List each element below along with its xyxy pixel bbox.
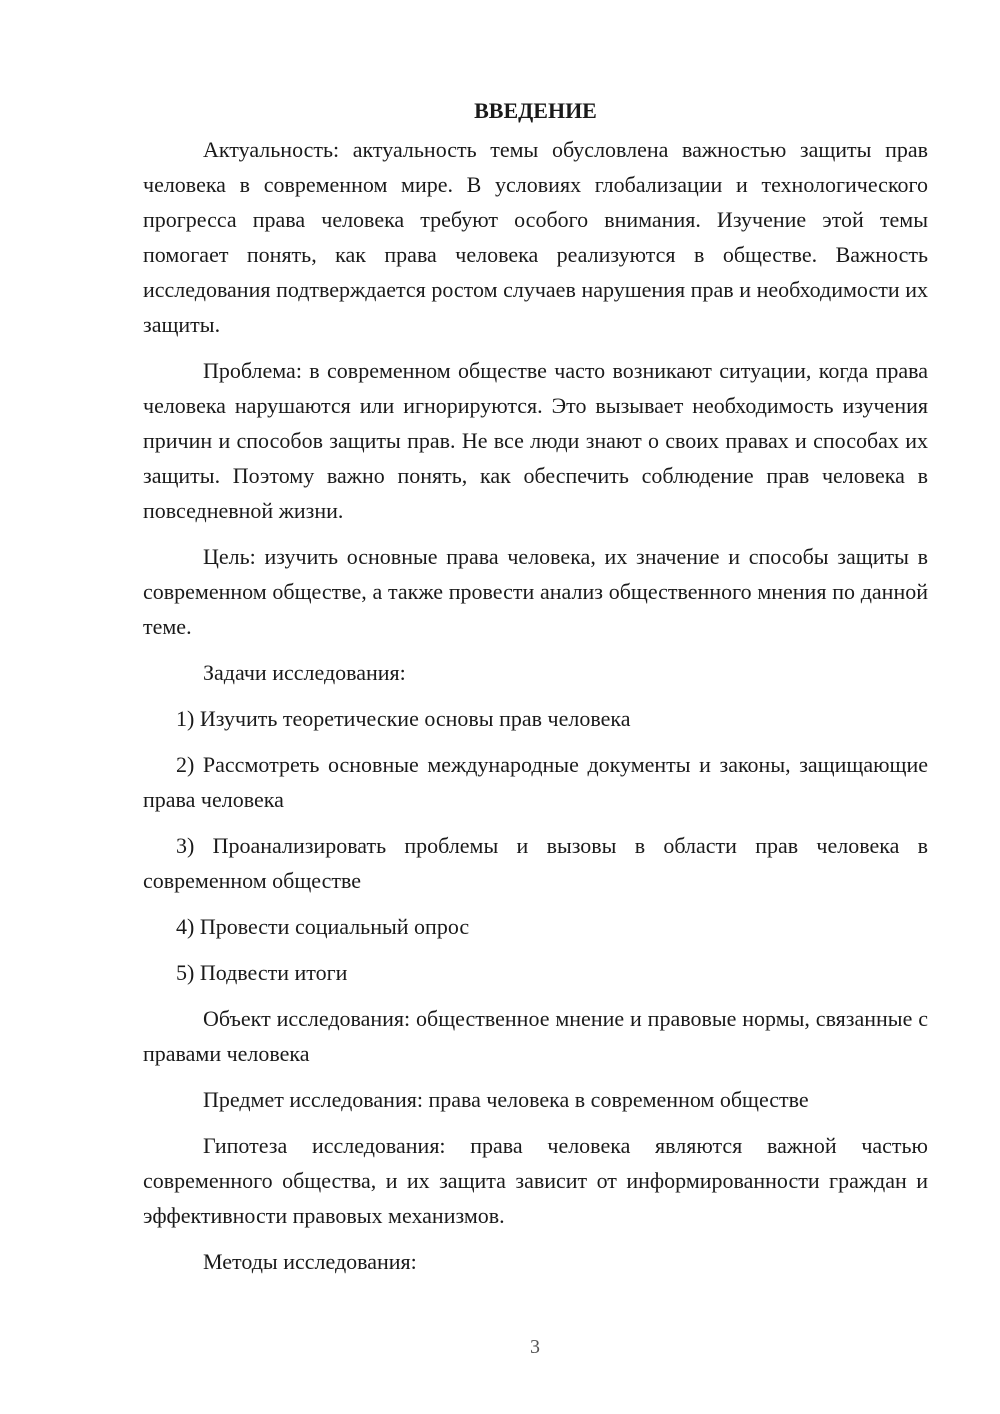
tasks-heading: Задачи исследования: <box>203 660 406 685</box>
page-content <box>143 94 928 1290</box>
task-item-4: 4) Провести социальный опрос <box>176 914 470 939</box>
methods-heading: Методы исследования: <box>203 1249 417 1274</box>
task-item-2: 2) Рассмотреть основные международные документы и законы, защищающие права человека <box>143 752 928 812</box>
subject-paragraph: Предмет исследования: права человека в современном обществе <box>203 1087 809 1112</box>
task-item-3: 3) Проанализировать проблемы и вызовы в области прав человека в современном обществе <box>143 833 928 893</box>
hypothesis-paragraph: Гипотеза исследования: права человека являются важной частью современного общества, и их защита зависит от информированности граждан и эффективности правовых механизмов. <box>143 1133 928 1228</box>
goal-paragraph: Цель: изучить основные права человека, их значение и способы защиты в современном обществе, а также провести анализ общественного мнения по данной теме. <box>143 544 928 639</box>
page-number: 3 <box>530 1336 540 1358</box>
object-paragraph: Объект исследования: общественное мнение и правовые нормы, связанные с правами человека <box>143 1006 928 1066</box>
section-heading: ВВЕДЕНИЕ <box>474 98 597 123</box>
problem-paragraph: Проблема: в современном обществе часто возникают ситуации, когда права человека нарушаются или игнорируются. Это вызывает необходимость изучения причин и способов защиты прав. Не все люди знают о своих правах и способах их защиты. Поэтому важно понять, как обеспечить соблюдение прав человека в повседневной жизни. <box>143 358 928 523</box>
task-item-1: 1) Изучить теоретические основы прав человека <box>176 706 631 731</box>
task-item-5: 5) Подвести итоги <box>176 960 348 985</box>
relevance-paragraph: Актуальность: актуальность темы обусловлена важностью защиты прав человека в современном мире. В условиях глобализации и технологического прогресса права человека требуют особого внимания. Изучение этой темы помогает понять, как права человека реализуются в обществе. Важность исследования подтверждается ростом случаев нарушения прав и необходимости их защиты. <box>143 137 928 337</box>
